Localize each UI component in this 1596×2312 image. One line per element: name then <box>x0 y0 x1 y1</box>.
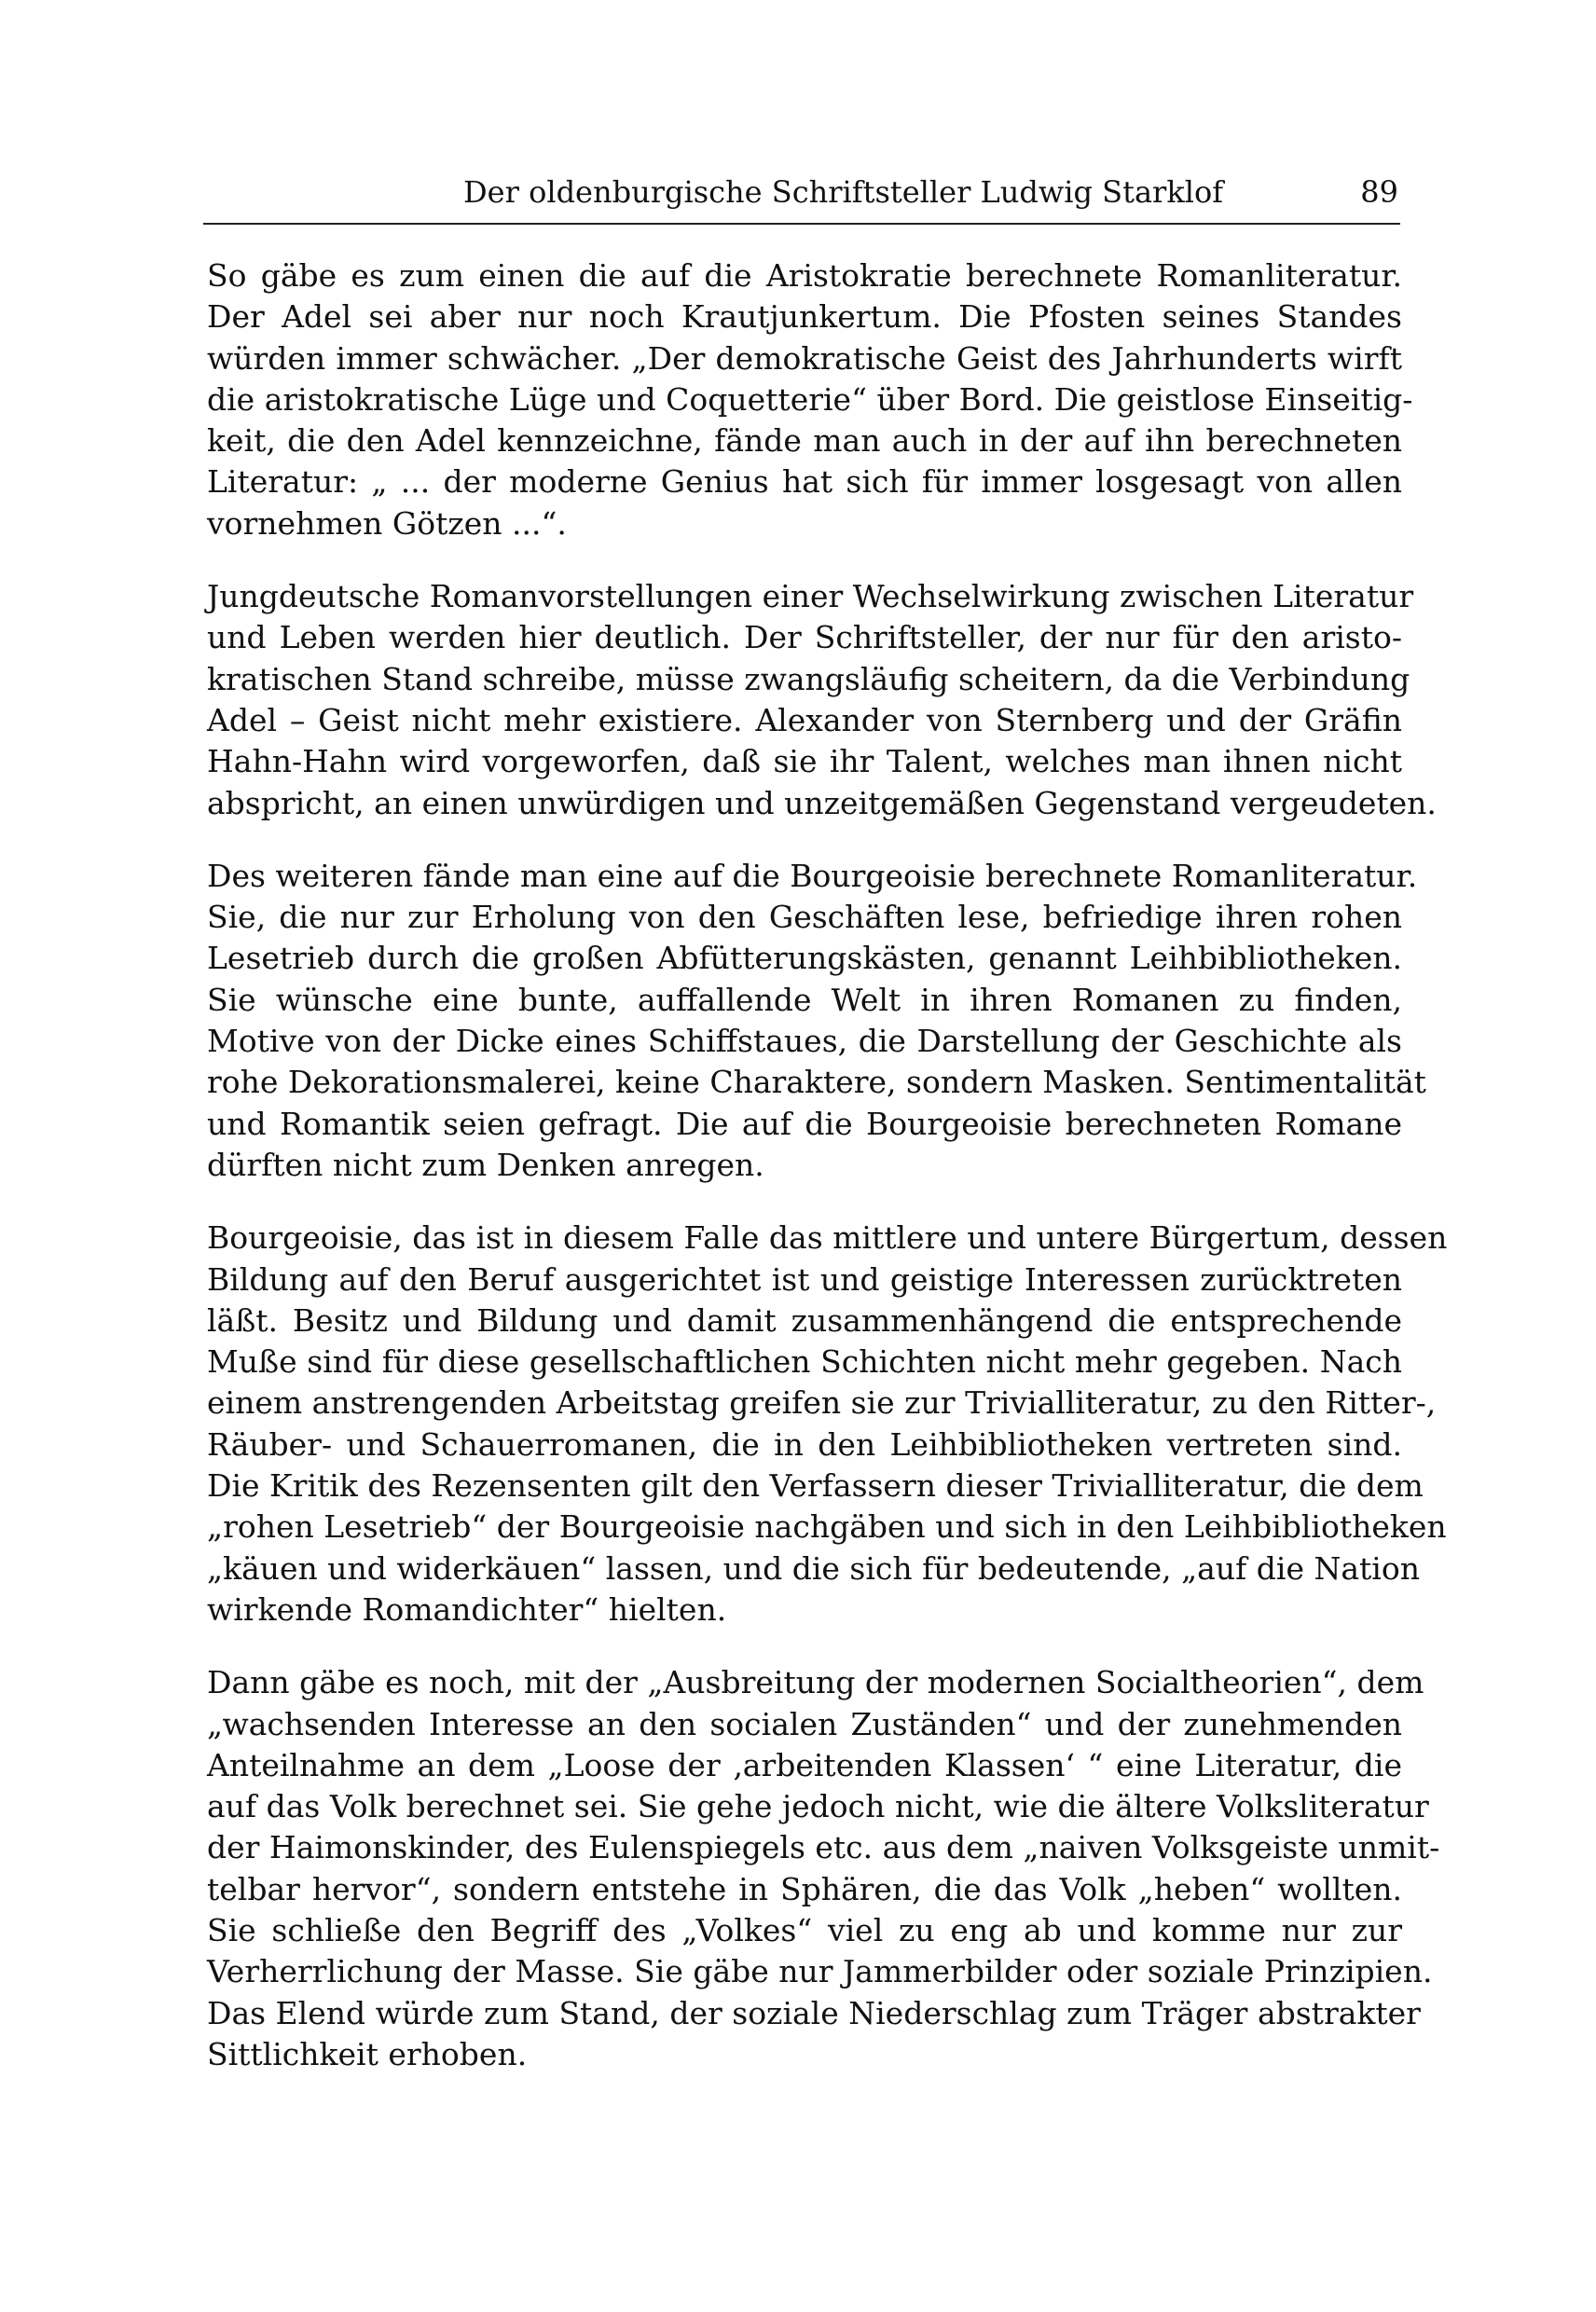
text-line: „wachsenden Interesse an den socialen Zuständen“ und der zunehmenden <box>207 1705 1402 1742</box>
text-line: Hahn-Hahn wird vorgeworfen, daß sie ihr Talent, welches man ihnen nicht <box>207 743 1402 780</box>
paragraph <box>207 255 1413 544</box>
text-line: „käuen und widerkäuen“ lassen, und die sich für bedeutende, „auf die Nation <box>207 1549 1420 1587</box>
text-line: Sie wünsche eine bunte, auffallende Welt in ihren Romanen zu finden, <box>207 981 1402 1018</box>
text-line: rohe Dekorationsmalerei, keine Charaktere, sondern Masken. Sentimentalität <box>207 1064 1426 1101</box>
text-line: Anteilnahme an dem „Loose der ‚arbeitenden Klassen‘ “ eine Literatur, die <box>207 1746 1402 1783</box>
text-line: Lesetrieb durch die großen Abfütterungskästen, genannt Leihbibliotheken. <box>207 940 1402 977</box>
text-line: Die Kritik des Rezensenten gilt den Verfassern dieser Trivialliteratur, die dem <box>207 1467 1424 1505</box>
text-line: Literatur: „ ... der moderne Genius hat sich für immer losgesagt von allen <box>207 463 1402 501</box>
text-line: So gäbe es zum einen die auf die Aristokratie berechnete Romanliteratur. <box>207 257 1402 294</box>
text-line: der Haimonskinder, des Eulenspiegels etc. aus dem „naiven Volksgeiste unmit- <box>207 1829 1440 1866</box>
text-line: auf das Volk berechnet sei. Sie gehe jedoch nicht, wie die ältere Volksliteratur <box>207 1788 1429 1825</box>
text-line: Räuber- und Schauerromanen, die in den Leihbibliotheken vertreten sind. <box>207 1425 1402 1463</box>
text-line: Sie, die nur zur Erholung von den Geschäften lese, befriedige ihren rohen <box>207 899 1402 936</box>
paragraph <box>207 1662 1440 2075</box>
text-line: Sittlichkeit erhoben. <box>207 2035 528 2072</box>
text-line: Muße sind für diese gesellschaftlichen Schichten nicht mehr gegeben. Nach <box>207 1343 1402 1381</box>
text-line: Jungdeutsche Romanvorstellungen einer Wechselwirkung zwischen Literatur <box>207 578 1414 615</box>
running-header <box>207 168 1398 216</box>
text-line: abspricht, an einen unwürdigen und unzeitgemäßen Gegenstand vergeudeten. <box>207 784 1437 821</box>
text-line: und Leben werden hier deutlich. Der Schriftsteller, der nur für den aristo- <box>207 619 1402 656</box>
text-line: Der Adel sei aber nur noch Krautjunkertum. Die Pfosten seines Standes <box>207 298 1402 336</box>
text-line: Bourgeoisie, das ist in diesem Falle das mittlere und untere Bürgertum, dessen <box>207 1219 1448 1257</box>
text-line: telbar hervor“, sondern entstehe in Sphären, die das Volk „heben“ wollten. <box>207 1870 1402 1907</box>
paragraph <box>207 1218 1448 1631</box>
text-line: Dann gäbe es noch, mit der „Ausbreitung der modernen Socialtheorien“, dem <box>207 1664 1424 1701</box>
text-line: Adel – Geist nicht mehr existiere. Alexander von Sternberg und der Gräfin <box>207 701 1402 738</box>
text-line: Motive von der Dicke eines Schiffstaues, die Darstellung der Geschichte als <box>207 1023 1402 1060</box>
text-line: vornehmen Götzen ...“. <box>207 504 567 542</box>
text-line: würden immer schwächer. „Der demokratische Geist des Jahrhunderts wirft <box>207 339 1402 377</box>
text-line: läßt. Besitz und Bildung und damit zusammenhängend die entsprechende <box>207 1301 1402 1339</box>
text-line: keit, die den Adel kennzeichne, fände man auch in der auf ihn berechneten <box>207 422 1402 460</box>
page-number: 89 <box>1360 174 1398 210</box>
paragraph <box>207 856 1426 1186</box>
body-text <box>207 255 1448 2107</box>
text-line: Sie schließe den Begriff des „Volkes“ viel zu eng ab und komme nur zur <box>207 1911 1402 1948</box>
paragraph <box>207 576 1437 824</box>
running-title: Der oldenburgische Schriftsteller Ludwig Starklof <box>463 174 1224 210</box>
text-line: wirkende Romandichter“ hielten. <box>207 1590 727 1628</box>
text-line: dürften nicht zum Denken anregen. <box>207 1146 764 1183</box>
text-line: Des weiteren fände man eine auf die Bourgeoisie berechnete Romanliteratur. <box>207 857 1418 894</box>
text-line: „rohen Lesetrieb“ der Bourgeoisie nachgäben und sich in den Leihbibliotheken <box>207 1508 1447 1546</box>
text-line: die aristokratische Lüge und Coquetterie“ über Bord. Die geistlose Einseitig- <box>207 380 1413 418</box>
text-line: Das Elend würde zum Stand, der soziale Niederschlag zum Träger abstrakter <box>207 1994 1421 2031</box>
text-line: Verherrlichung der Masse. Sie gäbe nur Jammerbilder oder soziale Prinzipien. <box>207 1953 1433 1990</box>
text-line: kratischen Stand schreibe, müsse zwangsläufig scheitern, da die Verbindung <box>207 660 1410 697</box>
text-line: und Romantik seien gefragt. Die auf die Bourgeoisie berechneten Romane <box>207 1105 1402 1142</box>
text-line: einem anstrengenden Arbeitstag greifen sie zur Trivialliteratur, zu den Ritter-, <box>207 1384 1437 1422</box>
header-rule <box>203 223 1400 225</box>
text-line: Bildung auf den Beruf ausgerichtet ist und geistige Interessen zurücktreten <box>207 1260 1402 1298</box>
